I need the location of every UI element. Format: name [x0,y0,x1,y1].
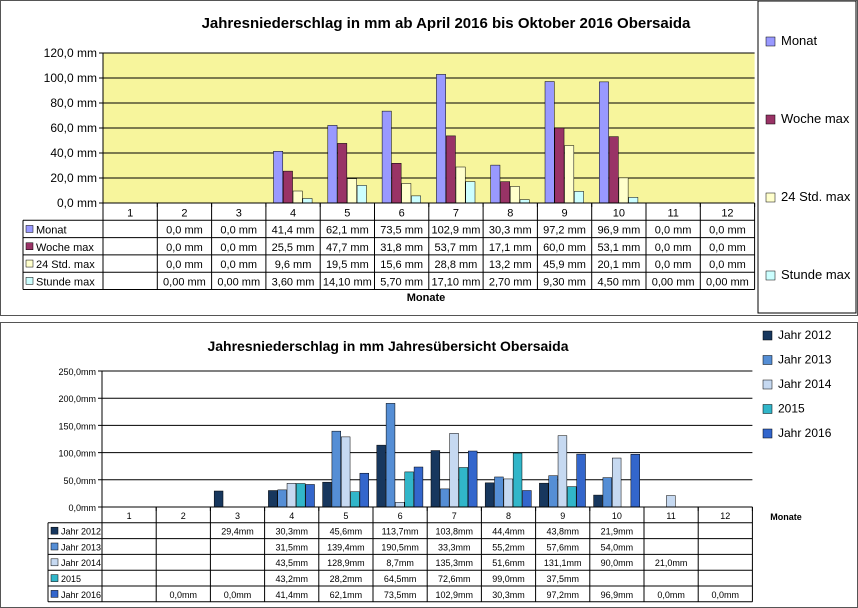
category-label: 8 [507,207,514,220]
bar [456,167,465,203]
legend-label: Jahr 2016 [778,426,832,440]
chart-yearly-overview [0,322,858,608]
table-legend-key [26,225,33,232]
data-label: 17,1 mm [488,241,532,254]
data-label: 0,00 mm [163,276,206,289]
table-series-name: Stunde max [36,276,95,289]
category-label: 3 [235,207,242,220]
bar [268,491,277,507]
chart-yearly-overview-svg [1,323,857,607]
bar [392,163,401,203]
legend-label: 24 Std. max [781,189,851,204]
data-label: 25,5 mm [271,241,315,254]
bar [609,137,618,203]
y-tick-label: 200,0mm [58,394,96,405]
bar [666,496,675,507]
data-label: 0,0 mm [709,259,746,272]
table-legend-key [51,575,58,582]
table-series-name: 2015 [61,574,82,584]
data-label: 9,6 mm [274,259,312,272]
data-label: 5,70 mm [380,276,424,289]
y-tick-label: 60,0 mm [50,121,97,135]
bar [405,472,414,507]
data-label: 0,00 mm [217,276,261,289]
table-series-name: Jahr 2012 [61,526,102,537]
table-legend-key [26,260,33,267]
legend-label: Woche max [781,111,850,126]
y-tick-label: 120,0 mm [43,46,97,60]
table-series-name: 24 Std. max [36,259,95,272]
legend-key [763,380,772,389]
y-tick-label: 0,0mm [68,503,96,513]
data-label: 103,8mm [435,526,474,537]
bar [360,473,369,507]
category-label: 7 [452,207,460,220]
bar [357,185,366,203]
data-label: 0,0 mm [220,241,258,254]
bar [323,482,332,507]
y-tick-label: 20,0 mm [50,171,97,185]
data-label: 99,0mm [492,574,525,584]
legend-key [763,331,772,340]
data-label: 14,10 mm [322,276,372,289]
data-label: 96,9mm [600,589,634,600]
data-label: 30,3mm [492,589,525,600]
bar [577,454,586,507]
bar [287,483,296,507]
bar [631,454,640,507]
data-label: 41,4mm [275,589,308,600]
data-label: 60,0 mm [543,241,586,254]
category-label: 12 [721,207,734,220]
data-label: 43,2mm [275,574,308,584]
bar [347,179,356,203]
category-label: 10 [612,207,625,220]
bar [545,82,554,204]
bar [594,495,603,507]
data-label: 28,2mm [329,574,363,584]
category-label: 2 [180,510,186,521]
bar [522,491,531,507]
bar [504,479,513,507]
bar [500,182,509,203]
bar [466,182,475,203]
bar [306,484,315,507]
legend-key [766,193,775,202]
data-label: 21,9mm [600,526,634,537]
legend-key [763,405,772,414]
data-label: 62,1mm [329,589,363,600]
data-label: 0,0mm [223,589,252,600]
data-label: 0,0 mm [709,224,746,237]
y-tick-label: 0,0 mm [56,196,97,210]
bar [612,458,621,507]
data-label: 72,6mm [438,574,471,584]
bar [629,197,638,203]
data-label: 0,0 mm [220,259,258,272]
y-tick-label: 40,0 mm [50,146,97,160]
data-label: 73,5 mm [380,224,424,237]
data-label: 30,3 mm [488,224,532,237]
category-label: 7 [451,510,457,521]
bar [510,187,519,204]
category-label: 5 [343,510,349,521]
data-label: 51,6mm [492,558,525,569]
bar [328,125,337,203]
data-label: 0,0 mm [166,224,203,237]
bar [386,403,395,507]
legend-key [766,115,775,124]
data-label: 9,30 mm [543,276,586,289]
y-tick-label: 100,0mm [58,448,96,459]
bar [283,171,292,203]
bar [555,128,564,203]
data-label: 62,1 mm [325,224,369,237]
data-label: 44,4mm [492,526,525,537]
data-label: 102,9mm [435,589,474,600]
data-label: 28,8 mm [434,259,478,272]
category-label: 2 [181,207,188,220]
chart-monthly-2016-svg [1,1,857,315]
bar [402,184,411,204]
legend-key [763,429,772,438]
data-label: 73,5mm [383,589,417,600]
legend-label: Monat [781,33,818,48]
data-label: 33,3mm [438,542,471,553]
bar [485,483,494,507]
data-label: 55,2mm [492,542,525,553]
data-label: 17,10 mm [431,276,481,289]
data-label: 139,4mm [327,542,365,553]
chart-title: Jahresniederschlag in mm Jahresübersicht Obersaida [207,338,569,354]
bar [567,487,576,507]
data-label: 90,0mm [600,558,634,569]
bar [296,483,305,507]
data-label: 37,5mm [546,574,579,584]
table-series-name: Jahr 2013 [61,542,102,553]
bar [414,467,423,507]
bar [539,483,548,507]
bar [440,489,449,507]
bar [513,453,522,507]
data-label: 0,0 mm [654,241,692,254]
bar [382,111,391,203]
chart-title: Jahresniederschlag in mm ab April 2016 bis Oktober 2016 Obersaida [201,15,691,32]
data-label: 30,3mm [275,526,308,537]
data-label: 0,0 mm [654,259,692,272]
x-axis-title: Monate [770,512,802,522]
data-label: 31,5mm [275,542,308,553]
data-label: 128,9mm [327,558,365,569]
legend-label: Jahr 2012 [778,328,832,342]
data-label: 4,50 mm [597,276,641,289]
data-label: 41,4 mm [271,224,315,237]
category-label: 11 [666,510,676,521]
data-label: 57,6mm [546,542,579,553]
table-series-name: Jahr 2016 [61,589,102,600]
y-tick-label: 150,0mm [58,421,96,432]
table-legend-key [51,559,58,566]
data-label: 97,2 mm [543,224,586,237]
category-label: 8 [505,510,512,521]
table-series-name: Monat [36,224,67,237]
data-label: 97,2mm [546,589,579,600]
data-label: 3,60 mm [271,276,315,289]
category-label: 9 [560,510,566,521]
bar [599,82,608,203]
legend-label: Jahr 2014 [778,377,832,391]
y-tick-label: 250,0mm [58,367,96,377]
bar [377,445,386,507]
legend-label: Stunde max [781,267,851,282]
data-label: 0,0 mm [220,224,258,237]
y-tick-label: 50,0mm [63,475,96,486]
category-label: 4 [289,207,297,220]
bar [411,196,420,203]
data-label: 0,0 mm [709,241,746,254]
data-label: 54,0mm [600,542,634,553]
bar [491,165,500,203]
legend-key [763,356,772,365]
category-label: 5 [344,207,351,220]
data-label: 96,9 mm [597,224,641,237]
bar [520,200,529,203]
table-series-name: Woche max [36,241,94,254]
data-label: 0,00 mm [706,276,749,289]
data-label: 0,0mm [711,589,740,600]
category-label: 6 [398,207,405,220]
data-label: 8,7mm [386,558,414,569]
data-label: 135,3mm [435,558,474,569]
data-label: 0,0 mm [166,259,203,272]
table-legend-key [26,277,33,284]
data-label: 15,6 mm [380,259,424,272]
data-label: 31,8 mm [380,241,424,254]
bar [565,146,574,203]
table-legend-key [51,527,58,534]
table-legend-key [51,590,58,597]
bar [619,178,628,203]
legend-label: 2015 [778,401,805,416]
bar [495,477,504,507]
data-label: 0,0mm [657,589,685,600]
bar [395,502,404,507]
data-label: 2,70 mm [488,276,532,289]
bar [603,478,612,507]
bar [341,437,350,507]
category-label: 11 [667,207,679,220]
bar [450,433,459,507]
data-label: 131,1mm [543,558,582,569]
bar [574,191,583,203]
data-label: 43,8mm [546,526,579,537]
data-label: 0,0 mm [166,241,203,254]
bar [278,490,287,507]
category-label: 4 [289,510,295,521]
data-label: 45,9 mm [543,259,586,272]
data-label: 21,0mm [654,558,688,569]
data-label: 29,4mm [221,526,254,537]
data-label: 43,5mm [275,558,308,569]
category-label: 1 [127,207,134,220]
data-label: 0,0mm [169,589,198,600]
bar [274,151,283,203]
category-label: 9 [561,207,568,220]
data-label: 47,7 mm [325,241,369,254]
bar [338,143,347,203]
bar [431,451,440,507]
data-label: 19,5 mm [325,259,369,272]
bar [468,451,477,507]
bar [293,191,302,203]
category-label: 10 [611,510,622,521]
data-label: 0,00 mm [651,276,695,289]
bar [303,199,312,204]
data-label: 102,9 mm [431,224,481,237]
category-label: 12 [720,510,731,521]
data-label: 45,6mm [329,526,363,537]
data-label: 113,7mm [381,526,419,537]
legend-key [766,271,775,280]
data-label: 64,5mm [383,574,417,584]
bar [351,492,360,507]
bar [446,136,455,203]
category-label: 6 [397,510,403,521]
bar [332,431,341,507]
data-label: 13,2 mm [488,259,532,272]
bar [558,436,567,507]
x-axis-title: Monate [406,292,446,304]
data-label: 20,1 mm [597,259,641,272]
y-tick-label: 80,0 mm [50,96,97,110]
data-label: 190,5mm [381,542,419,553]
data-label: 53,7 mm [434,241,478,254]
table-series-name: Jahr 2014 [61,558,102,569]
table-legend-key [26,243,33,250]
data-label: 53,1 mm [597,241,641,254]
bar [549,476,558,507]
data-label: 0,0 mm [654,224,692,237]
legend-key [766,37,775,46]
category-label: 1 [126,510,132,521]
bar [214,491,223,507]
bar [436,74,445,203]
category-label: 3 [234,510,241,521]
legend-label: Jahr 2013 [778,352,832,367]
table-legend-key [51,543,58,550]
y-tick-label: 100,0 mm [43,71,97,85]
bar [459,468,468,507]
